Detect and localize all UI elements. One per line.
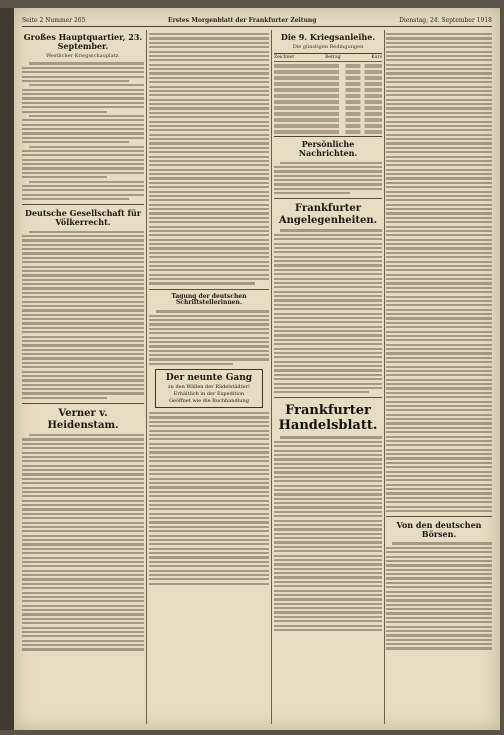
article-body (274, 436, 382, 631)
article-heading: Persönliche Nachrichten. (298, 139, 358, 159)
article-body (22, 231, 144, 399)
article-heading: Tagung der deutschen Schriftstellerinnen. (171, 292, 247, 307)
page-header (22, 14, 492, 27)
newspaper-page (14, 8, 500, 730)
article-body (386, 542, 492, 649)
ad-title: Der neunte Gang (165, 373, 253, 384)
column-rule (271, 30, 272, 724)
table-col-header: Betrag (325, 55, 341, 61)
article-body (274, 229, 382, 393)
article-body (149, 412, 269, 585)
header-date: Dienstag, 24. September 1918 (399, 16, 492, 24)
binding-edge (0, 8, 14, 730)
article-body (274, 162, 382, 195)
column-2 (149, 30, 269, 724)
article-heading: Frankfurter Angelegenheiten. (278, 203, 378, 226)
column-1 (22, 30, 144, 724)
column-rule (384, 30, 385, 724)
article-heading: Deutsche Gesellschaft für Völkerrecht. (25, 208, 141, 228)
article-body (22, 434, 144, 651)
article-subheading: Westlicher Kriegsschauplatz. (46, 53, 120, 60)
ad-line: Erhältlich in der Expedition (173, 391, 245, 398)
article-body (149, 310, 269, 365)
article-body (386, 33, 492, 512)
column-4 (386, 30, 492, 724)
article-heading: Verner v. Heidenstam. (47, 408, 119, 431)
article-heading: Von den deutschen Börsen. (396, 520, 482, 540)
table-col-header: Zeichner (274, 55, 295, 61)
header-masthead: Erstes Morgenblatt der Frankfurter Zeitung (168, 16, 317, 24)
article-body (22, 62, 144, 200)
article-body (149, 33, 269, 285)
article-subheading: Die günstigen Bedingungen (292, 44, 364, 51)
column-3 (274, 30, 382, 724)
subscription-table (274, 53, 382, 137)
ad-line: Geöffnet wie die Buchhandlung (169, 398, 249, 405)
header-page-number: Seite 2 Nummer 265 (22, 16, 86, 24)
advertisement-box (155, 369, 263, 408)
article-heading: Die 9. Kriegsanleihe. (280, 32, 376, 42)
table-col-header: Kurs (371, 55, 382, 61)
article-heading: Großes Hauptquartier, 23. September. (23, 32, 143, 52)
column-rule (146, 30, 147, 724)
section-title: Frankfurter Handelsblatt. (278, 403, 378, 434)
ad-line: zu den Wällen der Rädelstädter! (168, 384, 250, 391)
